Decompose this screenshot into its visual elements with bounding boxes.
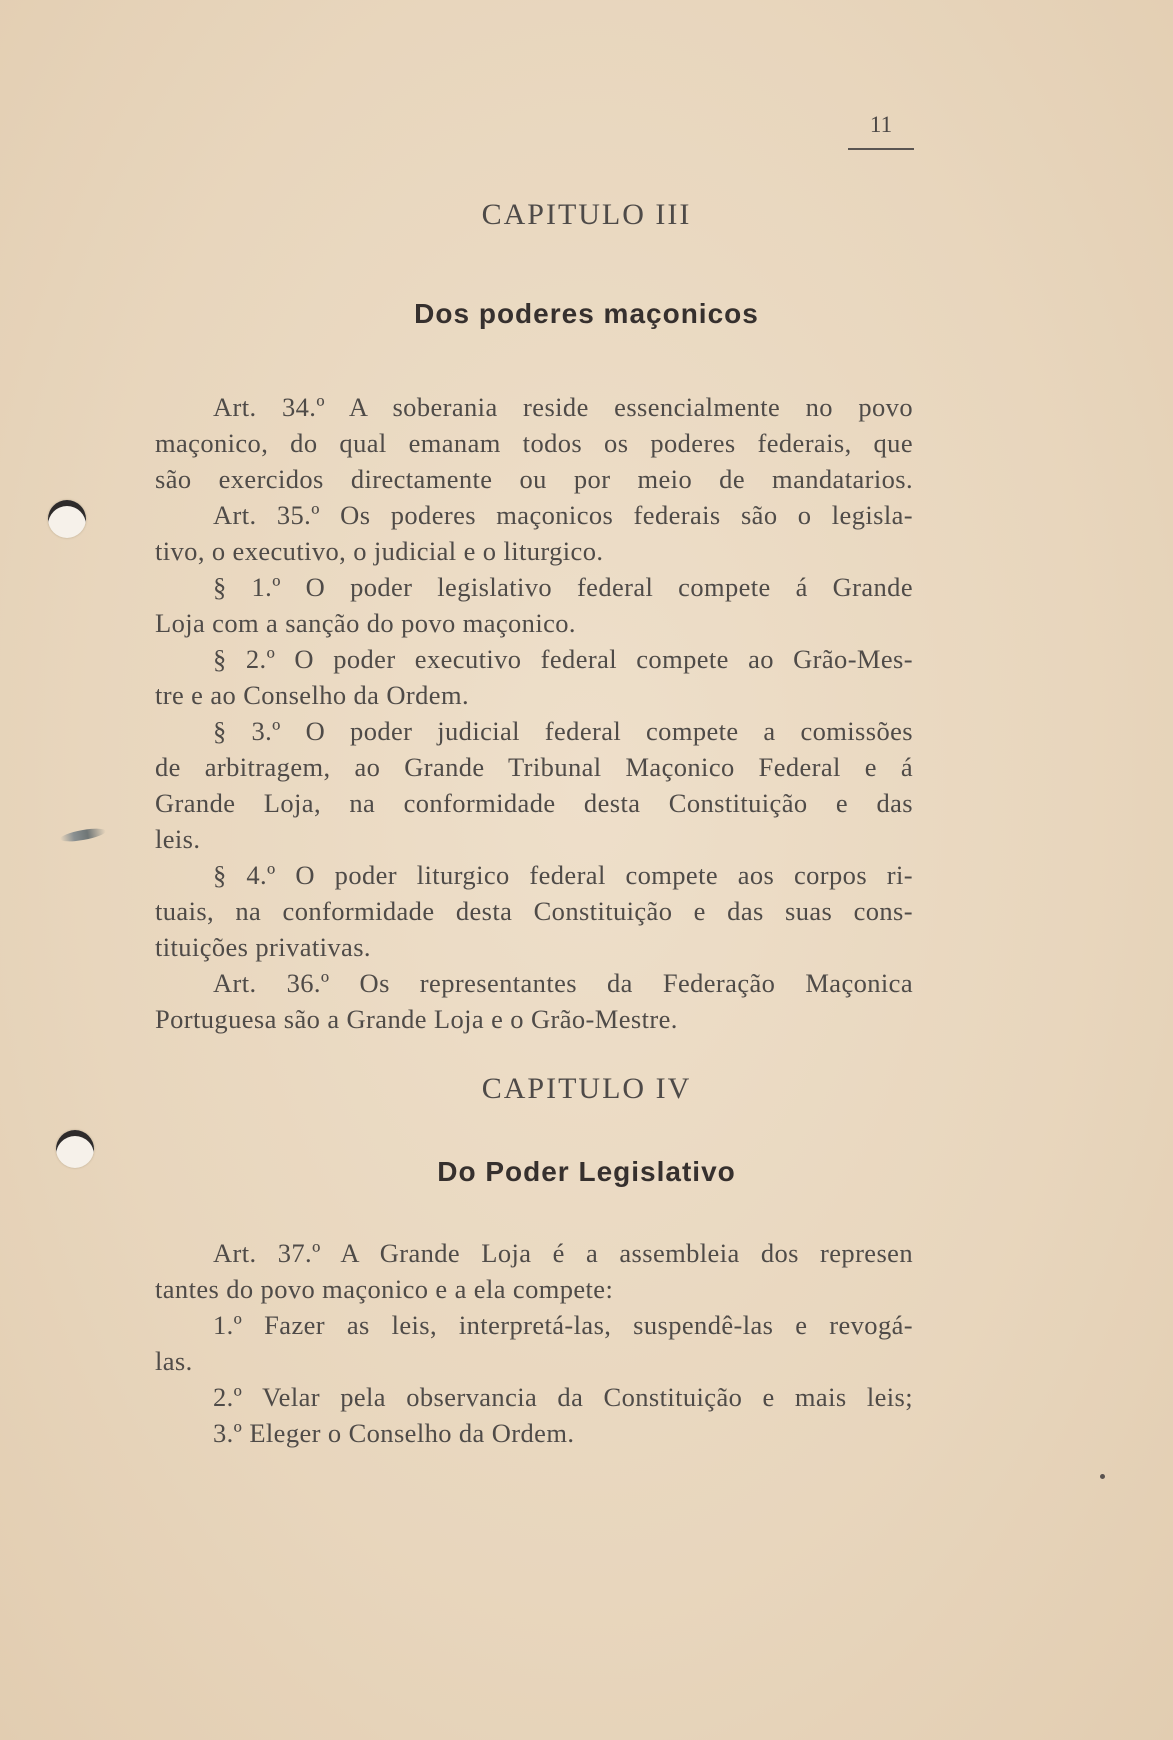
- text-line: Grande Loja, na conformidade desta Constituição e das: [155, 788, 913, 818]
- page-number: 11: [848, 112, 914, 150]
- text-line: tuais, na conformidade desta Constituição e das suas cons-: [155, 896, 913, 926]
- text-line: maçonico, do qual emanam todos os poderes federais, que: [155, 428, 913, 458]
- text-line: § 3.º O poder judicial federal compete a comissões: [213, 716, 913, 746]
- text-line: Portuguesa são a Grande Loja e o Grão-Mestre.: [155, 1004, 678, 1034]
- text-line: 1.º Fazer as leis, interpretá-las, suspendê-las e revogá-: [213, 1310, 913, 1340]
- article-34: [155, 389, 913, 497]
- text-line: las.: [155, 1346, 193, 1376]
- text-line: Loja com a sanção do povo maçonico.: [155, 608, 576, 638]
- article-35-paragraph-4: [155, 857, 913, 965]
- text-line: Art. 34.º A soberania reside essencialmente no povo: [213, 392, 913, 422]
- text-line: Art. 37.º A Grande Loja é a assembleia dos represen: [213, 1238, 913, 1268]
- text-line: tre e ao Conselho da Ordem.: [155, 680, 469, 710]
- text-line: § 1.º O poder legislativo federal compete á Grande: [213, 572, 913, 602]
- text-line: leis.: [155, 824, 201, 854]
- chapter-3-heading: Dos poderes maçonicos: [414, 298, 759, 329]
- article-35-paragraph-3: [155, 713, 913, 857]
- chapter-3-title: CAPITULO III: [481, 198, 692, 231]
- paper-speck: [1100, 1474, 1105, 1479]
- text-line: 3.º Eleger o Conselho da Ordem.: [213, 1418, 575, 1448]
- article-37-item-2: [155, 1379, 913, 1415]
- text-line: Art. 36.º Os representantes da Federação Maçonica: [213, 968, 913, 998]
- text-line: tivo, o executivo, o judicial e o liturgico.: [155, 536, 604, 566]
- article-35: [155, 497, 913, 569]
- article-37: [155, 1235, 913, 1307]
- text-line: tantes do povo maçonico e a ela compete:: [155, 1274, 614, 1304]
- article-35-paragraph-1: [155, 569, 913, 641]
- article-35-paragraph-2: [155, 641, 913, 713]
- text-line: Art. 35.º Os poderes maçonicos federais são o legisla-: [213, 500, 913, 530]
- punch-hole-top: [48, 500, 86, 538]
- text-line: são exercidos directamente ou por meio de mandatarios.: [155, 464, 913, 494]
- article-36: [155, 965, 913, 1037]
- paper-blemish: [59, 826, 106, 844]
- text-line: § 2.º O poder executivo federal compete ao Grão-Mes-: [213, 644, 913, 674]
- chapter-4-heading: Do Poder Legislativo: [437, 1156, 736, 1187]
- chapter-4-title: CAPITULO IV: [481, 1072, 692, 1105]
- text-line: § 4.º O poder liturgico federal compete aos corpos ri-: [213, 860, 913, 890]
- text-line: tituições privativas.: [155, 932, 371, 962]
- text-line: 2.º Velar pela observancia da Constituição e mais leis;: [213, 1382, 913, 1412]
- article-37-item-3: [155, 1415, 913, 1451]
- article-37-item-1: [155, 1307, 913, 1379]
- text-line: de arbitragem, ao Grande Tribunal Maçonico Federal e á: [155, 752, 913, 782]
